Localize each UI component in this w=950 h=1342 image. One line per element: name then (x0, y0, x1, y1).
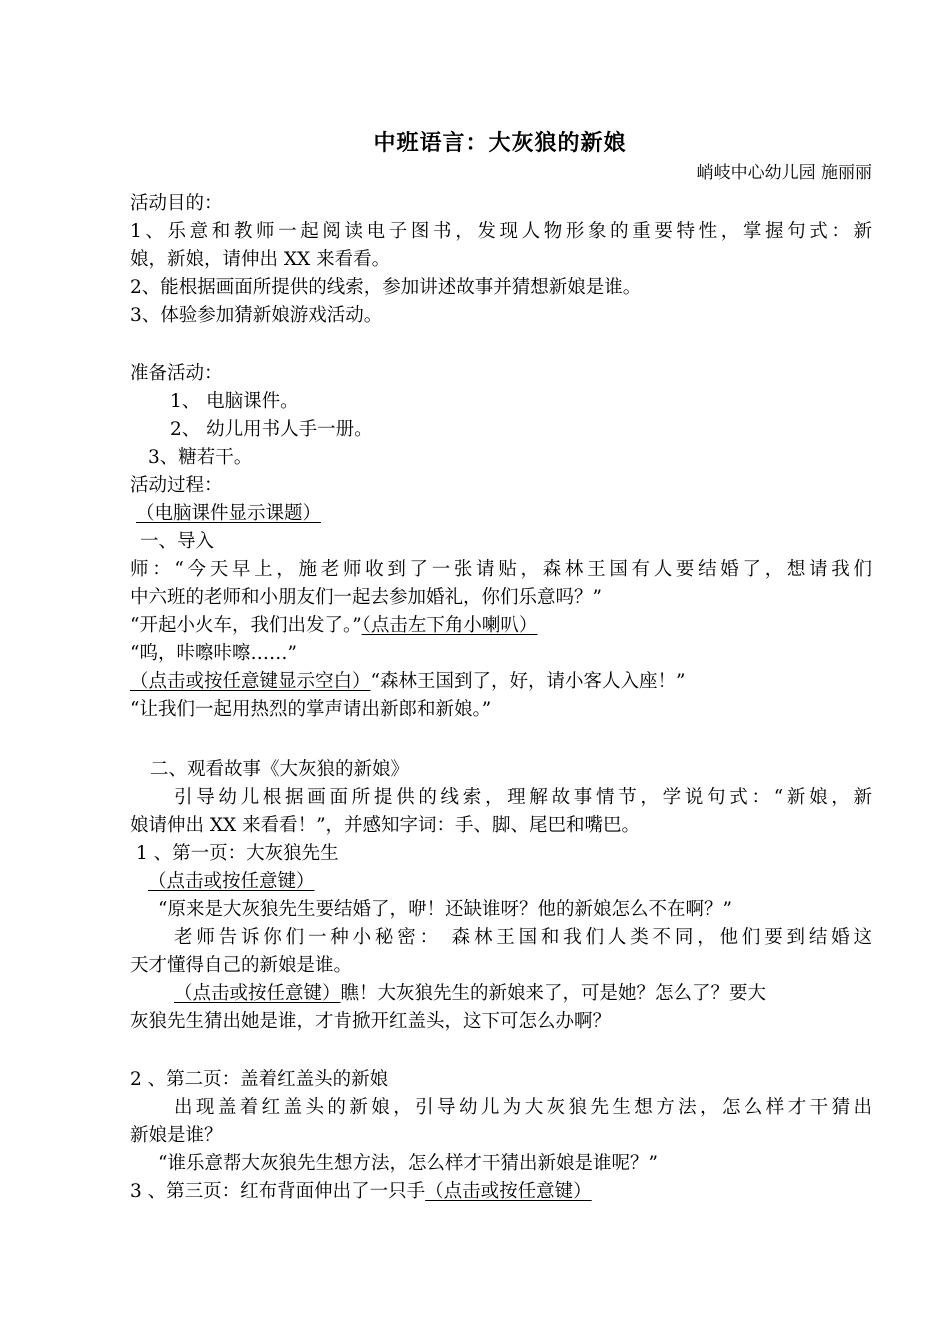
page-2-teacher-line: “谁乐意帮大灰狼先生想方法，怎么样才干猜出新娘是谁呢？” (158, 1153, 658, 1174)
goal-2: 2、能根据画面所提供的线索，参加讲述故事并猜想新娘是谁。 (130, 277, 642, 298)
section-2-line-b: 娘请伸出 XX 来看看！”，并感知字词：手、脚、尾巴和嘴巴。 (130, 815, 641, 836)
goal-1-line-2: 娘，新娘，请伸出 XX 来看看。 (130, 249, 391, 270)
prep-item-2: 2、 幼儿用书人手一册。 (170, 419, 373, 440)
section-2-heading: 二、观看故事《大灰狼的新娘》 (150, 759, 410, 780)
page-3-heading-text: 3 、第三页：红布背面伸出了一只手 (130, 1181, 426, 1202)
author-line: 峭岐中心幼儿园 施丽丽 (696, 163, 872, 183)
page-1-note: （点击或按任意键） (148, 871, 315, 892)
teacher-line-2 (130, 612, 537, 640)
teacher-line-3: “呜，咔嚓咔嚓……” (130, 643, 297, 664)
section-1-heading: 一、导入 (140, 531, 215, 552)
process-heading: 活动过程： (130, 475, 223, 496)
section-2-line-a: 引导幼儿根据画面所提供的线索，理解故事情节，学说句式：“新娘，新 (174, 787, 872, 808)
page-1-heading: 1 、第一页：大灰狼先生 (136, 843, 339, 864)
page-1-text-3b: 灰狼先生猜出她是谁，才肯掀开红盖头，这下可怎么办啊？ (130, 1011, 612, 1032)
goal-1-line-1: 1、乐意和教师一起阅读电子图书，发现人物形象的重要特性，掌握句式：新 (130, 221, 872, 242)
page-3-heading (130, 1178, 592, 1206)
page-2-heading: 2 、第二页：盖着红盖头的新娘 (130, 1069, 389, 1090)
page-1-text-2b: 天才懂得自己的新娘是谁。 (130, 955, 353, 976)
teacher-line-2-text: “开起小火车，我们出发了。” (130, 615, 362, 636)
teacher-line-1a: 师：“今天早上，施老师收到了一张请贴，森林王国有人要结婚了，想请我们 (130, 559, 872, 580)
teacher-line-4-note: （点击或按任意键显示空白） (130, 671, 371, 692)
page-1-text-2a: 老师告诉你们一种小秘密： 森林王国和我们人类不同，他们要到结婚这 (174, 927, 872, 948)
prep-item-3: 3、糖若干。 (148, 447, 253, 468)
page-1-text-3-body: 瞧！大灰狼先生的新娘来了，可是她？怎么了？要大 (340, 983, 767, 1004)
page-3-heading-note: （点击或按任意键） (425, 1181, 592, 1202)
prep-heading: 准备活动： (130, 363, 223, 384)
page-1-text-3a (174, 980, 766, 1008)
teacher-line-4 (130, 668, 685, 696)
goals-heading: 活动目的： (130, 193, 223, 214)
teacher-line-2-note: （点击左下角小喇叭） (361, 615, 538, 636)
process-note: （电脑课件显示课题） (136, 503, 322, 524)
goal-3: 3、体验参加猜新娘游戏活动。 (130, 305, 383, 326)
page-2-line-a: 出现盖着红盖头的新娘，引导幼儿为大灰狼先生想方法，怎么样才干猜出 (174, 1097, 872, 1118)
teacher-line-5: “让我们一起用热烈的掌声请出新郎和新娘。” (130, 699, 492, 720)
page-1-text-1: “原来是大灰狼先生要结婚了，咿！还缺谁呀？他的新娘怎么不在啊？” (158, 899, 732, 920)
teacher-line-4-text: “森林王国到了，好，请小客人入座！” (370, 671, 686, 692)
page-1-text-3-note: （点击或按任意键） (174, 983, 341, 1004)
document-title: 中班语言：大灰狼的新娘 (373, 130, 627, 156)
page-2-line-b: 新娘是谁？ (130, 1125, 223, 1146)
teacher-line-1b: 中六班的老师和小朋友们一起去参加婚礼，你们乐意吗？” (130, 587, 602, 608)
prep-item-1: 1、 电脑课件。 (170, 391, 299, 412)
